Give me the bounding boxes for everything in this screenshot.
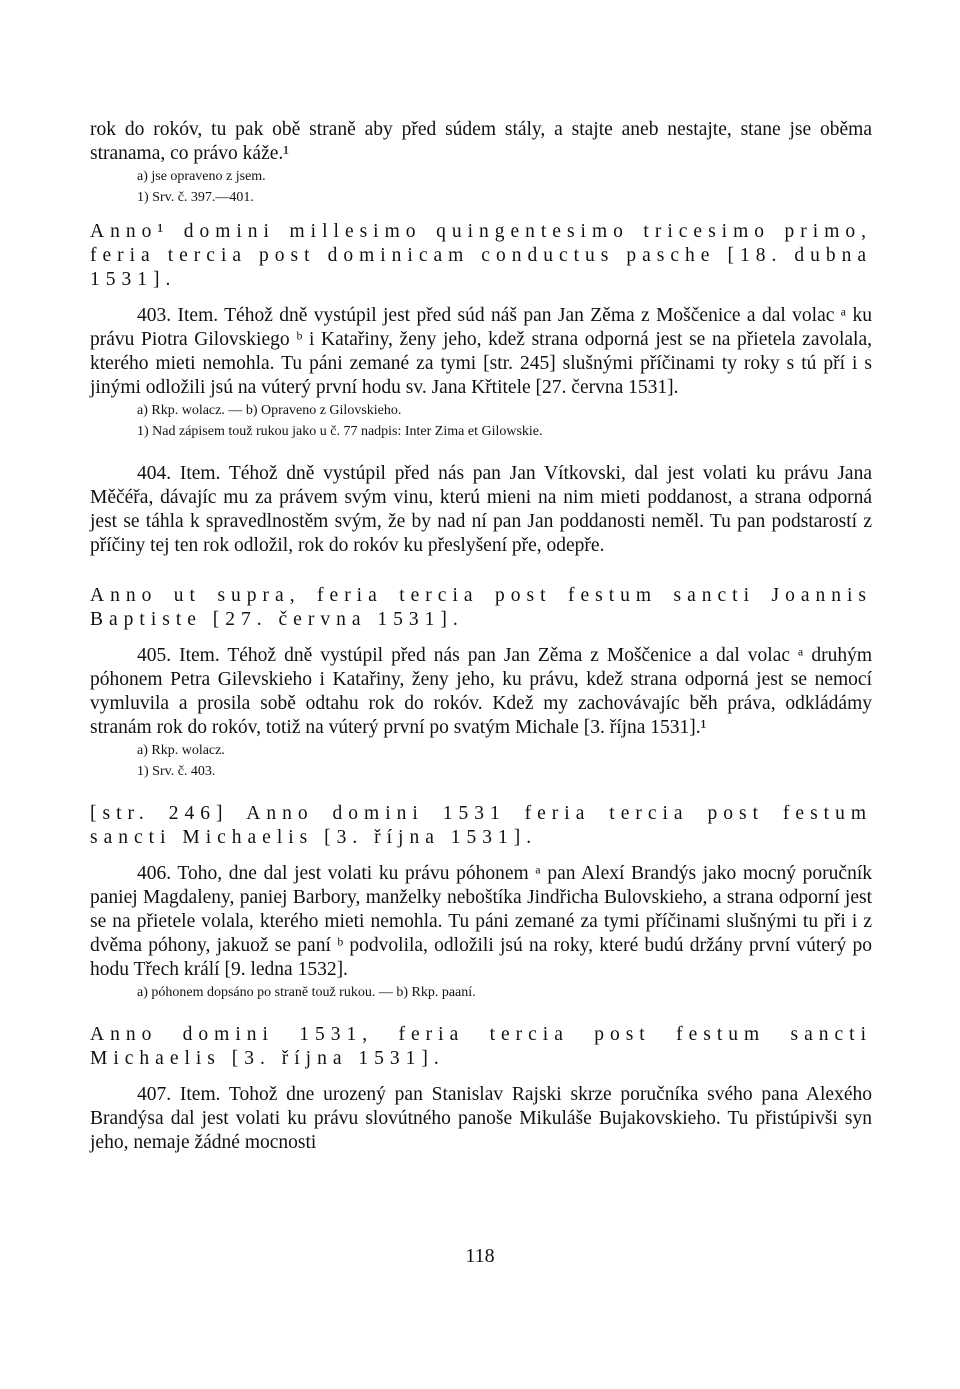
heading-date: Anno¹ domini millesimo quingentesimo tricesimo primo, feria tercia post dominicam conductus pasche [18. dubna 1531]. — [90, 221, 872, 290]
footnote: 1) Srv. č. 403. — [137, 764, 216, 779]
heading-date: Anno domini 1531, feria tercia post festum sancti Michaelis [3. října 1531]. — [90, 1024, 872, 1069]
entry-407: 407. Item. Tohož dne urozený pan Stanislav Rajski skrze poručníka svého pana Alexého Brandýsa dal jest volati ku právu slovútného panoše Mikuláše Bujakovskieho. Tu přistúpivši syn jeho, nemaje žádné mocnosti — [90, 1084, 872, 1153]
entry-403: 403. Item. Téhož dně vystúpil jest před súd náš pan Jan Zěma z Moščenice a dal volac ᵃ ku právu Piotra Gilovskiego ᵇ i Katařiny, ženy jeho, kdež strana odporná jest se na přietela zavolala, kterého mieti nemohla. Tu páni zemané za tymi [str. 245] slušnými příčinami ty roky s tú pří i s jinými odložili jsú na vúterý první hodu sv. Jana Křtitele [27. června 1531]. — [90, 305, 872, 398]
heading-date: Anno ut supra, feria tercia post festum sancti Joannis Baptiste [27. června 1531]. — [90, 585, 872, 630]
footnote: a) jse opraveno z jsem. — [137, 169, 266, 184]
footnote: a) Rkp. wolacz. — [137, 743, 225, 758]
footnote: a) Rkp. wolacz. — b) Opraveno z Gilovskieho. — [137, 403, 402, 418]
heading-date: [str. 246] Anno domini 1531 feria tercia post festum sancti Michaelis [3. října 1531]. — [90, 803, 872, 848]
entry-404: 404. Item. Téhož dně vystúpil před nás pan Jan Vítkovski, dal jest volati ku právu Jana Měčéřa, dávajíc mu za právem svým vinu, kterú mieni na nim mieti poddanost, a strana odporná jest se táhla k spravedlnostěm svým, že by nad ní pan Jan poddanosti neměl. Tu pan podstarostí z příčiny tej ten rok odložil, rok do rokóv ku přeslyšení pře, odepře. — [90, 463, 872, 556]
entry-406: 406. Toho, dne dal jest volati ku právu póhonem ᵃ pan Alexí Brandýs jako mocný poručník paniej Magdaleny, paniej Barbory, manželky neboštíka Jindřicha Bulovskieho, a strana odporní jest se na přietele volala, kterého mieti nemohla. Tu páni zemané za tymi příčinami slušnými tu při i z dvěma póhony, jakuož se paní ᵇ podvolila, odložili jsú na roky, které budú držány první vúterý po hodu Třech králí [9. ledna 1532]. — [90, 863, 872, 980]
page-number: 118 — [465, 1245, 495, 1267]
footnote: 1) Srv. č. 397.—401. — [137, 190, 254, 205]
footnote: 1) Nad zápisem touž rukou jako u č. 77 nadpis: Inter Zima et Gilowskie. — [137, 424, 543, 439]
paragraph-continuation: rok do rokóv, tu pak obě straně aby před súdem stály, a stajte aneb nestajte, stane jse oběma stranama, co právo káže.¹ — [90, 119, 872, 164]
entry-405: 405. Item. Téhož dně vystúpil před nás pan Jan Zěma z Moščenice a dal volac ᵃ druhým póhonem Petra Gilevskieho i Katařiny, ženy jeho, ku právu, kdež strana odporná jest se nemocí vymluvila a prosila sobě odtahu rok do rokóv. Kdež my zachovávajíc běh práva, odkládámy stranám rok do rokóv, totiž na vúterý první po svatým Michale [3. října 1531].¹ — [90, 645, 872, 738]
footnote: a) póhonem dopsáno po straně touž rukou. — b) Rkp. paaní. — [137, 985, 476, 1000]
page-body — [90, 118, 872, 1155]
